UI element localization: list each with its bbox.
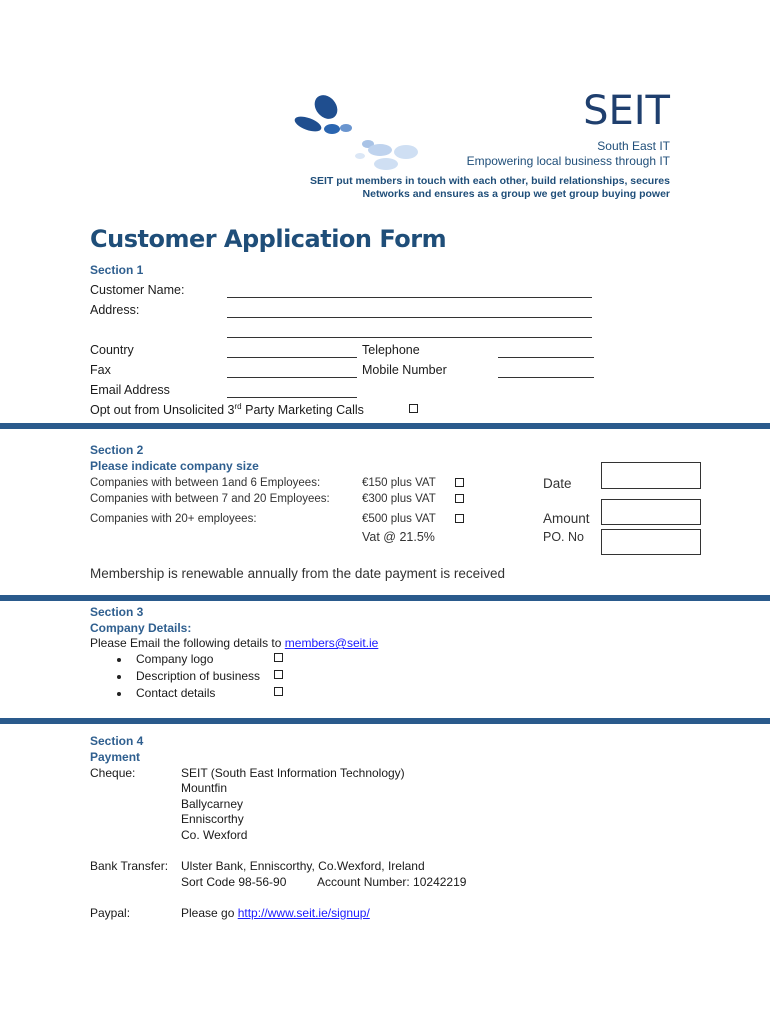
address-field-1[interactable] — [227, 317, 592, 318]
amount-label: Amount — [543, 511, 590, 526]
bullet-1 — [117, 658, 121, 662]
brand-tagline: Empowering local business through IT — [466, 154, 670, 168]
company-size-row-3-checkbox[interactable] — [455, 514, 464, 523]
opt-out-sup: rd — [234, 402, 242, 411]
company-size-row-1-label: Companies with between 1and 6 Employees: — [90, 477, 321, 489]
section3-intro-text: Please Email the following details to — [90, 636, 285, 650]
amount-input-box[interactable] — [601, 499, 701, 525]
customer-name-label: Customer Name: — [90, 283, 185, 297]
bank-transfer-label: Bank Transfer: — [90, 859, 169, 873]
form-title: Customer Application Form — [90, 225, 447, 253]
country-label: Country — [90, 343, 134, 357]
brand-subtitle: South East IT — [597, 139, 670, 153]
section3-intro — [90, 636, 378, 650]
mobile-field[interactable] — [498, 377, 594, 378]
company-size-row-3-price: €500 plus VAT — [362, 513, 436, 525]
opt-out-label — [90, 402, 364, 417]
mobile-label: Mobile Number — [362, 363, 447, 377]
cheque-label: Cheque: — [90, 766, 136, 780]
bullet-2 — [117, 675, 121, 679]
section4-heading: Section 4 — [90, 734, 144, 748]
opt-out-checkbox[interactable] — [409, 404, 418, 413]
paypal-label: Paypal: — [90, 906, 131, 920]
telephone-field[interactable] — [498, 357, 594, 358]
cheque-line-1: SEIT (South East Information Technology) — [181, 766, 405, 780]
company-size-row-2-price: €300 plus VAT — [362, 493, 436, 505]
section2-heading: Section 2 — [90, 443, 144, 457]
paypal-signup-link[interactable]: http://www.seit.ie/signup/ — [237, 906, 370, 920]
vat-rate: Vat @ 21.5% — [362, 530, 435, 544]
details-item-1-checkbox[interactable] — [274, 653, 283, 662]
date-input-box[interactable] — [601, 462, 701, 489]
opt-out-text-pre: Opt out from Unsolicited 3 — [90, 403, 235, 418]
section-divider-1 — [0, 423, 770, 429]
telephone-label: Telephone — [362, 343, 420, 357]
section-divider-2 — [0, 595, 770, 601]
date-label: Date — [543, 476, 572, 491]
renewal-note: Membership is renewable annually from the date payment is received — [90, 566, 505, 581]
details-item-3-checkbox[interactable] — [274, 687, 283, 696]
cheque-line-3: Ballycarney — [181, 797, 244, 811]
cheque-line-4: Enniscorthy — [181, 812, 244, 826]
section3-heading: Section 3 — [90, 605, 144, 619]
customer-name-field[interactable] — [227, 297, 592, 298]
details-item-1: Company logo — [136, 652, 214, 666]
company-size-row-1-checkbox[interactable] — [455, 478, 464, 487]
company-size-row-1-price: €150 plus VAT — [362, 477, 436, 489]
sort-code: Sort Code 98-56-90 — [181, 875, 287, 889]
company-size-row-2-label: Companies with between 7 and 20 Employees: — [90, 493, 330, 505]
brand-description-line1: SEIT put members in touch with each other, build relationships, secures — [310, 175, 670, 187]
email-label: Email Address — [90, 383, 170, 397]
address-field-2[interactable] — [227, 337, 592, 338]
details-item-2-checkbox[interactable] — [274, 670, 283, 679]
fax-label: Fax — [90, 363, 111, 377]
brand-name: SEIT — [583, 88, 670, 134]
email-field[interactable] — [227, 397, 357, 398]
details-item-3: Contact details — [136, 686, 216, 700]
address-label: Address: — [90, 303, 140, 317]
section4-subheading: Payment — [90, 750, 141, 764]
section1-heading: Section 1 — [90, 263, 144, 277]
company-size-row-3-label: Companies with 20+ employees: — [90, 513, 257, 525]
section2-subheading: Please indicate company size — [90, 459, 259, 473]
paypal-line — [181, 906, 370, 920]
paypal-text: Please go — [181, 906, 238, 920]
opt-out-text-post: Party Marketing Calls — [241, 403, 364, 418]
account-number: Account Number: 10242219 — [317, 875, 467, 889]
members-email-link[interactable]: members@seit.ie — [284, 636, 379, 650]
cheque-line-2: Mountfin — [181, 781, 228, 795]
section-divider-3 — [0, 718, 770, 724]
section3-subheading: Company Details: — [90, 621, 192, 635]
bank-line-1: Ulster Bank, Enniscorthy, Co.Wexford, Ireland — [181, 859, 425, 873]
company-size-row-2-checkbox[interactable] — [455, 494, 464, 503]
cheque-line-5: Co. Wexford — [181, 828, 248, 842]
details-item-2: Description of business — [136, 669, 261, 683]
po-number-label: PO. No — [543, 530, 584, 544]
po-number-input-box[interactable] — [601, 529, 701, 555]
brand-description-line2: Networks and ensures as a group we get group buying power — [362, 188, 670, 200]
bullet-3 — [117, 692, 121, 696]
seit-logo-icon — [288, 92, 428, 172]
fax-field[interactable] — [227, 377, 357, 378]
country-field[interactable] — [227, 357, 357, 358]
